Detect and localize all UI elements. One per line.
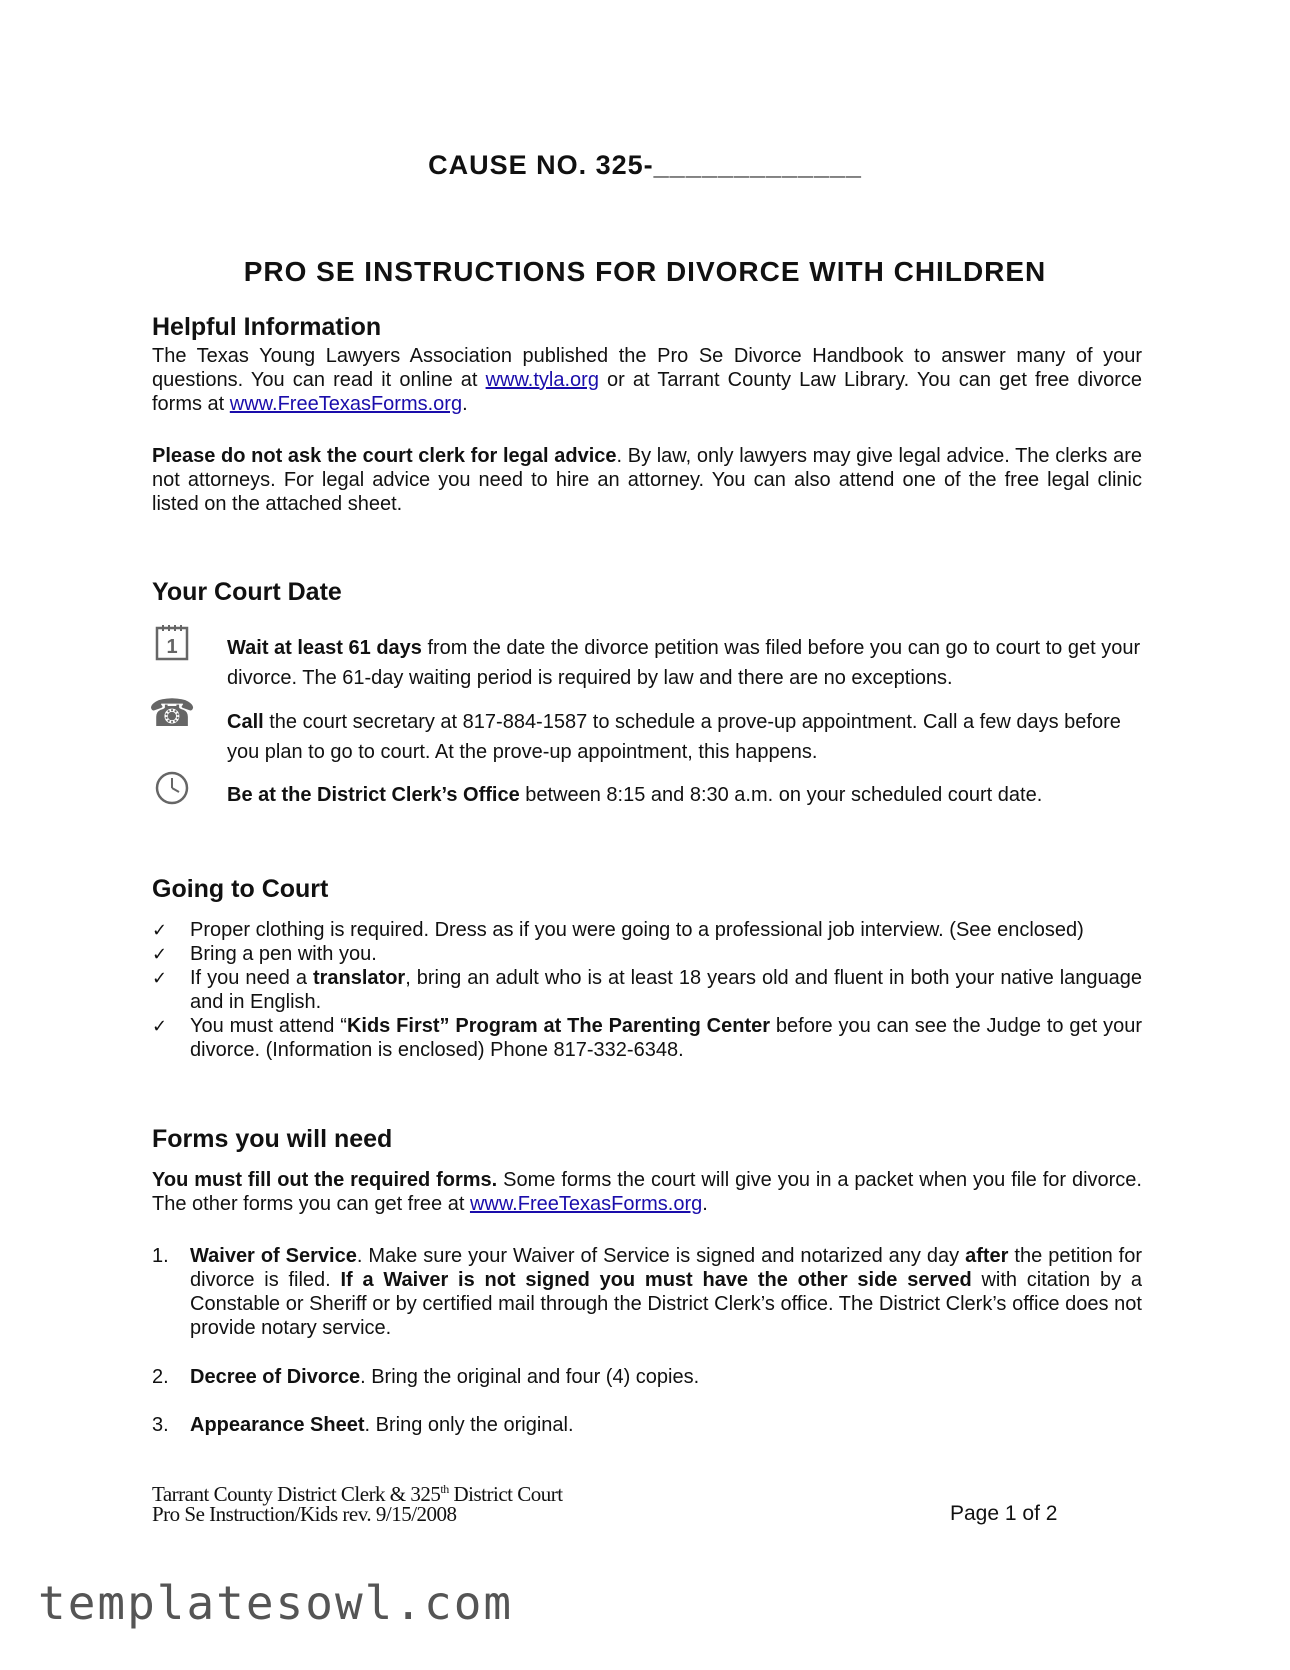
- translator-text-a: If you need a: [190, 967, 313, 989]
- form-item-waiver: [152, 1244, 1142, 1340]
- waiver-bold: Waiver of Service: [190, 1245, 357, 1267]
- waiver-served-bold: If a Waiver is not signed you must have the other side served: [340, 1269, 972, 1291]
- svg-text:1: 1: [166, 636, 178, 658]
- decree-rest: . Bring the original and four (4) copies.: [360, 1366, 700, 1388]
- going-to-court-heading: Going to Court: [152, 875, 329, 903]
- translator-text: [190, 966, 1142, 1014]
- call-bold: Call: [227, 711, 264, 733]
- kids-first-text-b: before you can see the Judge to get your divorce. (Information is enclosed) Phone 817-332-6348.: [190, 1015, 1142, 1061]
- translator-bold: translator: [312, 967, 406, 989]
- after-bold: after: [965, 1245, 1009, 1267]
- court-date-item-arrive: [227, 780, 1142, 810]
- kids-first-text-a: You must attend “: [190, 1015, 347, 1037]
- footer-line-2: Pro Se Instruction/Kids rev. 9/15/2008: [152, 1502, 457, 1526]
- phone-icon: ☎: [148, 693, 196, 735]
- forms-intro: [152, 1168, 1142, 1216]
- helpful-text-b: to answer many of your questions. You can read it online at: [152, 345, 1143, 391]
- page-title: PRO SE INSTRUCTIONS FOR DIVORCE WITH CHILDREN: [243, 256, 1047, 287]
- helpful-text-a: The Texas Young Lawyers Association published the: [152, 345, 658, 367]
- helpful-text-c: or at Tarrant County Law Library. You can get free divorce forms at: [152, 369, 1142, 415]
- list-item: [152, 942, 1142, 966]
- list-item: [152, 966, 1142, 1014]
- kids-first-bold: Kids First” Program at The Parenting Center: [346, 1015, 771, 1037]
- arrive-text: between 8:15 and 8:30 a.m. on your scheduled court date.: [519, 784, 1043, 806]
- wait-text: from the date the divorce petition was filed before you can go to court to get your divorce. The 61-day waiting period is required by law and there are no exceptions.: [227, 637, 1141, 689]
- form-item-appearance: [152, 1413, 1142, 1437]
- checkmark-icon: ✓: [152, 920, 168, 940]
- waiver-text-a: . Make sure your Waiver of Service is signed and notarized any day: [356, 1245, 966, 1267]
- calendar-icon: [152, 622, 192, 662]
- court-date-item-call: [227, 707, 1142, 767]
- item-number: 2.: [152, 1366, 169, 1388]
- decree-bold: Decree of Divorce: [190, 1366, 361, 1388]
- court-checklist: [152, 918, 1142, 1062]
- forms-intro-end: .: [702, 1193, 708, 1215]
- appearance-bold: Appearance Sheet: [190, 1414, 365, 1436]
- helpful-paragraph: [152, 344, 1142, 416]
- legal-advice-bold: Please do not ask the court clerk for legal advice: [152, 445, 617, 467]
- page-number: Page 1 of 2: [950, 1502, 1058, 1525]
- legal-advice-text: . By law, only lawyers may give legal advice. The clerks are not attorneys. For legal advice you need to hire an attorney. You can also attend one of the free legal clinic listed on the attached sheet.: [152, 445, 1142, 515]
- item-number: 1.: [152, 1245, 169, 1267]
- checkmark-icon: ✓: [152, 968, 168, 988]
- decree-text: [190, 1365, 1142, 1389]
- waiver-text-b: the petition for divorce is filed.: [190, 1245, 1142, 1291]
- checkmark-icon: ✓: [152, 1016, 168, 1036]
- waiver-text-c: with citation by a Constable or Sheriff or by certified mail through the District Clerk’s office. The District Clerk’s office does not provide notary service.: [190, 1269, 1142, 1339]
- appearance-rest: . Bring only the original.: [364, 1414, 574, 1436]
- court-date-item-wait: [227, 633, 1142, 693]
- list-item: [152, 918, 1142, 942]
- clothing-text: Proper clothing is required. Dress as if you were going to a professional job interview. (See enclosed): [190, 919, 1084, 941]
- court-date-heading: Your Court Date: [152, 578, 342, 606]
- legal-advice-paragraph: [152, 444, 1142, 516]
- waiver-text: [190, 1244, 1142, 1340]
- forms-intro-text: Some forms the court will give you in a packet when you file for divorce. The other forms you can get free at: [152, 1169, 1142, 1215]
- forms-heading: Forms you will need: [152, 1125, 393, 1153]
- helpful-text-d: .: [462, 393, 468, 415]
- footer-text-b: District Court: [448, 1482, 563, 1506]
- translator-text-b: , bring an adult who is at least 18 years old and fluent in both your native language and in English.: [190, 967, 1143, 1013]
- checkmark-icon: ✓: [152, 944, 168, 964]
- kids-first-text: [190, 1014, 1142, 1062]
- watermark: templatesowl.com: [38, 1576, 514, 1630]
- pen-text: Bring a pen with you.: [190, 943, 377, 965]
- arrive-bold: Be at the District Clerk’s Office: [227, 784, 520, 806]
- form-item-decree: [152, 1365, 1142, 1389]
- footer-sup: th: [440, 1482, 449, 1496]
- cause-number: CAUSE NO. 325-_____________: [428, 150, 862, 180]
- helpful-heading: Helpful Information: [152, 313, 382, 341]
- freetexasforms-link[interactable]: www.FreeTexasForms.org: [229, 393, 463, 415]
- wait-bold: Wait at least 61 days: [227, 637, 422, 659]
- list-item: [152, 1014, 1142, 1062]
- tyla-link[interactable]: www.tyla.org: [485, 369, 599, 391]
- footer-text-a: Tarrant County District Clerk & 325: [152, 1482, 441, 1506]
- handbook-title: Pro Se Divorce Handbook: [657, 345, 904, 367]
- item-number: 3.: [152, 1414, 169, 1436]
- call-text: the court secretary at 817-884-1587 to schedule a prove-up appointment. Call a few days before you plan to go to court. At the prove-up appointment, this happens.: [227, 711, 1121, 763]
- appearance-text: [190, 1413, 1142, 1437]
- forms-intro-bold: You must fill out the required forms.: [152, 1169, 498, 1191]
- clock-icon: [152, 768, 192, 808]
- freetexasforms-link-2[interactable]: www.FreeTexasForms.org: [469, 1193, 703, 1215]
